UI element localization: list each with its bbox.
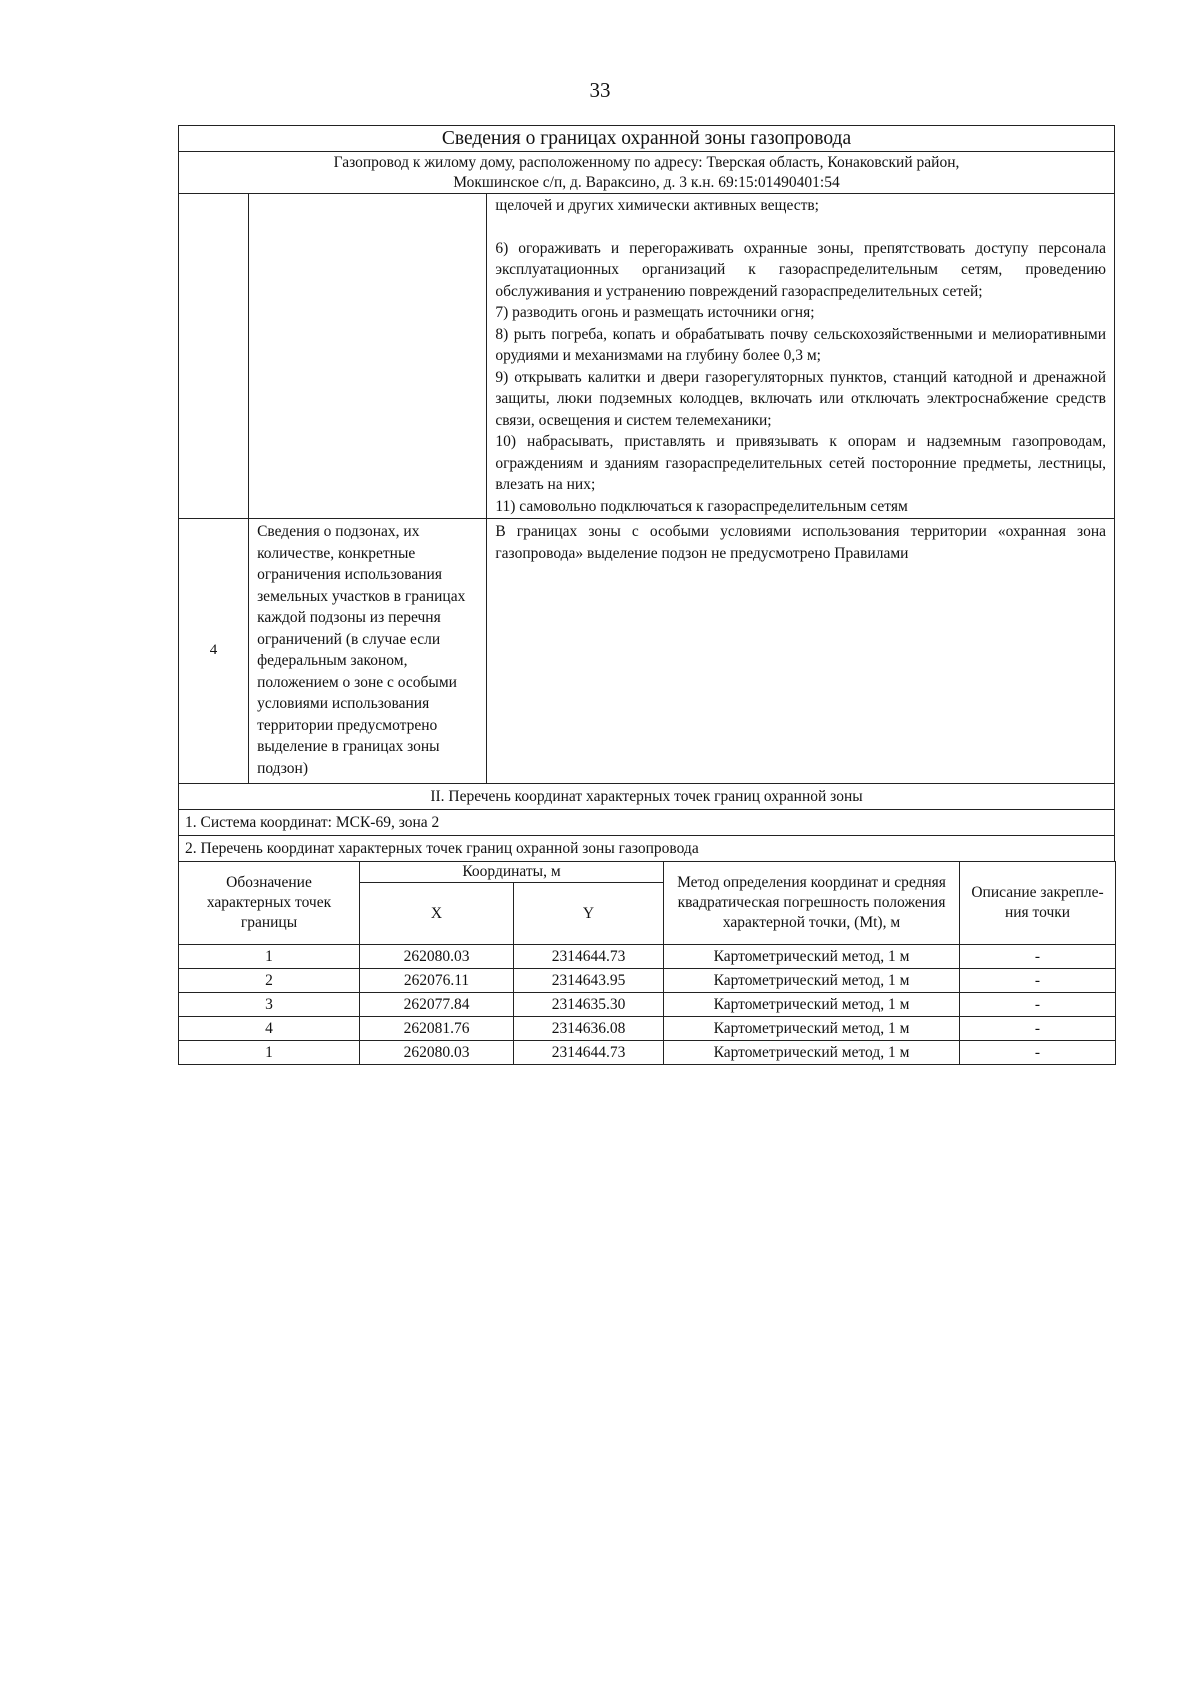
fixing-cell: - [960, 1017, 1116, 1041]
subtitle-line-1: Газопровод к жилому дому, расположенному по адресу: Тверская область, Конаковский район, [333, 154, 960, 171]
subtitle-row [179, 152, 1115, 194]
coord-list-title-row [179, 836, 1115, 862]
table-title: Сведения о границах охранной зоны газопровода [179, 126, 1115, 152]
coordinates-body [179, 945, 1116, 1065]
x-cell: 262081.76 [360, 1017, 514, 1041]
header-x: X [360, 883, 514, 945]
table-row [179, 945, 1116, 969]
section-2-title: II. Перечень координат характерных точек границ охранной зоны [179, 784, 1115, 810]
paragraph-gap [495, 217, 1106, 238]
coord-header-row-1 [179, 862, 1116, 883]
fixing-cell: - [960, 945, 1116, 969]
header-fixing: Описание закрепле-ния точки [960, 862, 1116, 945]
table-row [179, 1017, 1116, 1041]
row-number: 4 [179, 519, 249, 784]
method-cell: Картометрический метод, 1 м [664, 945, 960, 969]
method-cell: Картометрический метод, 1 м [664, 1017, 960, 1041]
coordinates-table [178, 861, 1116, 1065]
coord-system-row [179, 810, 1115, 836]
header-coordinates: Координаты, м [360, 862, 664, 883]
point-cell: 1 [179, 945, 360, 969]
point-cell: 2 [179, 969, 360, 993]
method-cell: Картометрический метод, 1 м [664, 969, 960, 993]
coord-system: 1. Система координат: МСК-69, зона 2 [179, 810, 1115, 836]
header-y: Y [514, 883, 664, 945]
restrictions-text-cell [487, 194, 1115, 519]
y-cell: 2314644.73 [514, 1041, 664, 1065]
table-row [179, 993, 1116, 1017]
subzones-description: Сведения о подзонах, их количестве, конкретные ограничения использования земельных участков в границах каждой подзоны из перечня ограничений (в случае если федеральным законом, положением о зоне с особыми условиями использования территории предусмотрено выделение в границах зоны подзон) [249, 519, 487, 784]
point-cell: 4 [179, 1017, 360, 1041]
table-row [179, 969, 1116, 993]
zone-info-table [178, 125, 1115, 862]
x-cell: 262080.03 [360, 945, 514, 969]
header-method [664, 862, 960, 945]
y-cell: 2314636.08 [514, 1017, 664, 1041]
x-cell: 262080.03 [360, 1041, 514, 1065]
coord-list-title: 2. Перечень координат характерных точек границ охранной зоны газопровода [179, 836, 1115, 862]
restrictions-label-cell [249, 194, 487, 519]
subzones-value: В границах зоны с особыми условиями использования территории «охранная зона газопровода» выделение подзон не предусмотрено Правилами [487, 519, 1115, 784]
x-cell: 262076.11 [360, 969, 514, 993]
header-method-text: Метод определения координат и средняя квадратическая погрешность положения характерной точки, (Mt), м [677, 874, 946, 931]
restriction-item-6: 6) огораживать и перегораживать охранные зоны, препятствовать доступу персонала эксплуатационных организаций к газораспределительным сетям, проведению обслуживания и устранению повреждений газораспределительных сетей; [495, 239, 1106, 300]
header-point: Обозначение характерных точек границы [179, 862, 360, 945]
y-cell: 2314643.95 [514, 969, 664, 993]
title-row [179, 126, 1115, 152]
y-cell: 2314635.30 [514, 993, 664, 1017]
restriction-line-0: щелочей и других химически активных веществ; [495, 197, 819, 214]
page-number: 33 [589, 78, 611, 102]
point-cell: 1 [179, 1041, 360, 1065]
fixing-cell: - [960, 1041, 1116, 1065]
y-cell: 2314644.73 [514, 945, 664, 969]
restriction-item-11: 11) самовольно подключаться к газораспределительным сетям [495, 497, 908, 515]
x-cell: 262077.84 [360, 993, 514, 1017]
section-2-row [179, 784, 1115, 810]
table-subtitle [179, 152, 1115, 194]
restriction-item-9: 9) открывать калитки и двери газорегуляторных пунктов, станций катодной и дренажной защиты, люки подземных колодцев, включать или отключать электроснабжение средств связи, освещения и систем телемеханики; [495, 368, 1106, 429]
fixing-cell: - [960, 969, 1116, 993]
table-row [179, 1041, 1116, 1065]
method-cell: Картометрический метод, 1 м [664, 993, 960, 1017]
method-cell: Картометрический метод, 1 м [664, 1041, 960, 1065]
subzones-row [179, 519, 1115, 784]
subtitle-line-2: Мокшинское с/п, д. Вараксино, д. 3 к.н. 69:15:01490401:54 [453, 173, 840, 191]
fixing-cell: - [960, 993, 1116, 1017]
restriction-item-8: 8) рыть погреба, копать и обрабатывать почву сельскохозяйственными и мелиоративными орудиями и механизмами на глубину более 0,3 м; [495, 325, 1106, 364]
restrictions-number-cell [179, 194, 249, 519]
restrictions-row [179, 194, 1115, 519]
point-cell: 3 [179, 993, 360, 1017]
restriction-item-7: 7) разводить огонь и размещать источники огня; [495, 304, 815, 321]
restriction-item-10: 10) набрасывать, приставлять и привязывать к опорам и надземным газопроводам, ограждениям и зданиям газораспределительных сетей посторонние предметы, лестницы, влезать на них; [495, 433, 1106, 493]
